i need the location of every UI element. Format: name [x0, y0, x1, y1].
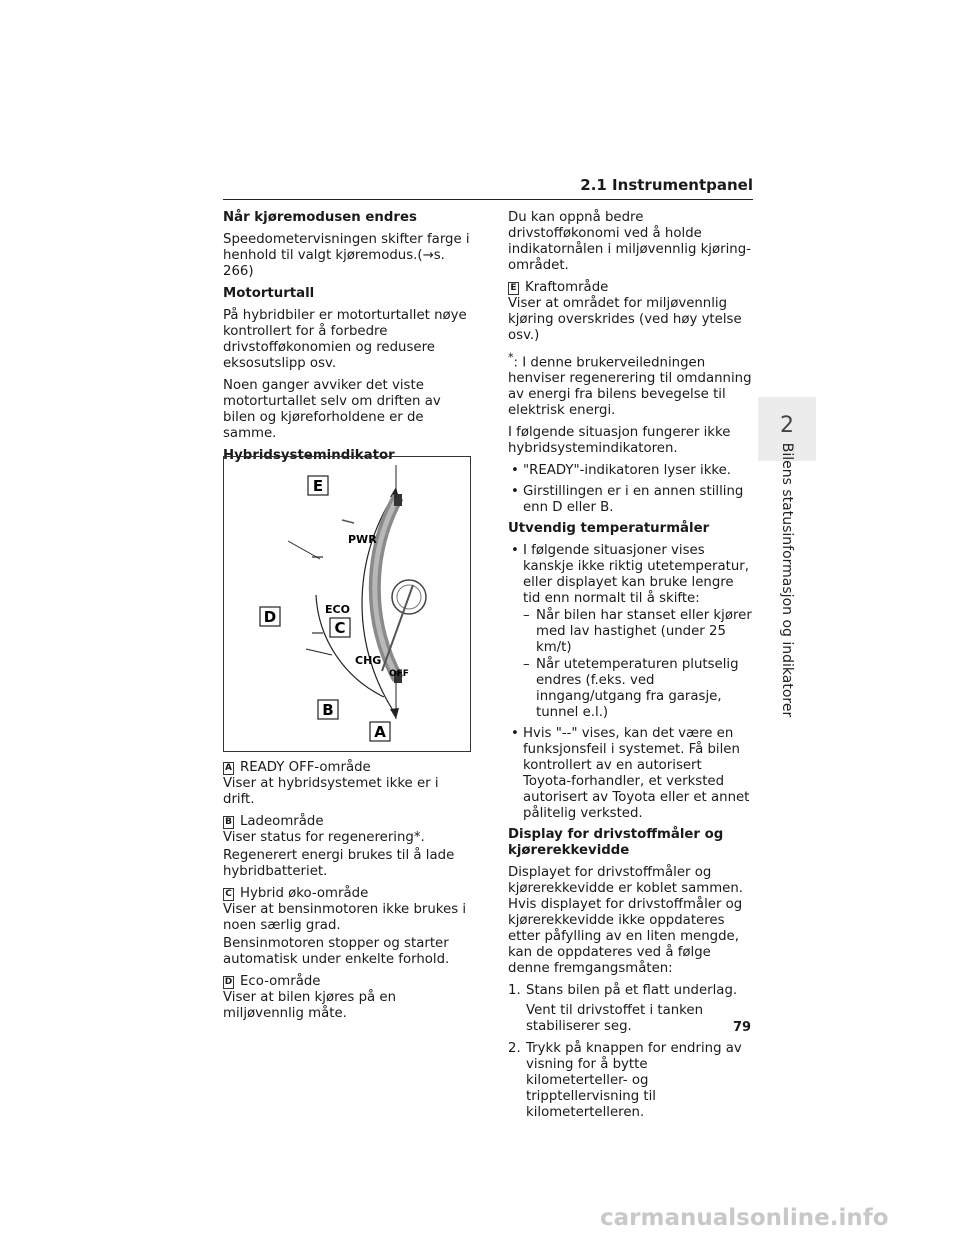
item-d-continued: Du kan oppnå bedre drivstofføkonomi ved å holde indikatornålen i miljøvennlig kjøring-området. [508, 210, 751, 273]
step-1-cont: Vent til drivstoffet i tanken stabiliserer seg. [526, 1003, 704, 1035]
hybrid-gauge-diagram [224, 457, 470, 751]
header-rule [223, 199, 753, 200]
item-c: C Hybrid øko-område [223, 886, 470, 902]
temp-sub-1: – Når bilen har stanset eller kjører med lav hastighet (under 25 km/t) [508, 608, 753, 656]
gauge-end-cap [394, 494, 402, 506]
hybrid-indicator-figure [223, 456, 471, 752]
left-column-lower [223, 760, 470, 1028]
rpm-text-2: Noen ganger avviker det viste motorturtallet selv om driften av bilen og kjøreforholdene er de samme. [223, 378, 441, 441]
drive-mode-heading: Når kjøremodusen endres [223, 210, 417, 225]
pwr-label: PWR [348, 533, 377, 546]
page-header [223, 176, 753, 200]
chapter-title: Bilens statusinformasjon og indikatorer [779, 442, 795, 718]
boundary-line [288, 541, 320, 559]
section-title: 2.1 Instrumentpanel [580, 176, 753, 194]
drive-mode-text: Speedometervisningen skifter farge i henhold til valgt kjøremodus.(→s. 266) [223, 232, 470, 279]
off-label: OFF [389, 669, 409, 679]
rpm-heading: Motorturtall [223, 286, 315, 301]
callout-e [308, 476, 328, 495]
step-2: 2. Trykk på knappen for endring av visning for å bytte kilometerteller- og tripptellervisning til kilometertelleren. [508, 1041, 742, 1121]
item-b-desc: Viser status for regenerering*. [223, 830, 425, 845]
hybrid-indicator-heading: Hybridsystemindikator [223, 448, 395, 463]
item-c-desc: Viser at bensinmotoren ikke brukes i noen særlig grad. [223, 902, 467, 933]
page-number: 79 [733, 1020, 752, 1035]
temp-heading: Utvendig temperaturmåler [508, 521, 710, 537]
left-column [223, 210, 470, 470]
temp-bullet-1: • I følgende situasjoner vises kanskje ikke riktig utetemperatur, eller displayet kan bruke lengre tid enn normalt til å skifte: [508, 543, 753, 607]
svg-text:D: D [263, 608, 277, 626]
temp-bullet-2: • Hvis "--" vises, kan det være en funksjonsfeil i systemet. Få bilen kontrollert av en autorisert Toyota-forhandler, et verksted autorisert av Toyota eller et annet pålitelig verksted. [508, 726, 753, 822]
item-b-desc2: Regenerert energi brukes til å lade hybridbatteriet. [223, 848, 455, 879]
svg-text:B: B [322, 701, 334, 719]
callout-c [330, 618, 350, 637]
item-a-desc: Viser at hybridsystemet ikke er i drift. [223, 776, 439, 807]
arrow-head [390, 708, 399, 719]
item-b: B Ladeområde [223, 814, 470, 830]
indicator-inactive-intro: I følgende situasjon fungerer ikke hybridsystemindikatoren. [508, 425, 731, 457]
fuel-text: Displayet for drivstoffmåler og kjørerekkevidde er koblet sammen. Hvis displayet for drivstoffmåler og kjørerekkevidde ikke oppdateres etter påfylling av en liten mengde, kan de oppdateres ved å følge denne fremgangsmåten: [508, 865, 744, 977]
svg-text:A: A [374, 723, 386, 741]
temp-sub-2: – Når utetemperaturen plutselig endres (f.eks. ved inngang/utgang fra garasje, tunnel e.l.) [508, 657, 753, 721]
eco-label: ECO [325, 603, 350, 616]
callout-d [260, 607, 280, 626]
svg-text:E: E [312, 477, 324, 495]
inactive-bullet-2: • Girstillingen er i en annen stilling enn D eller B. [508, 484, 753, 516]
svg-text:C: C [334, 619, 346, 637]
item-e: E Kraftområde [508, 280, 753, 296]
item-d: D Eco-område [224, 974, 321, 989]
callout-b [318, 700, 338, 719]
chapter-number: 2 [780, 413, 794, 438]
footnote: *: I denne brukerveiledningen henviser regenerering til omdanning av energi fra bilens bevegelse til elektrisk energi. [508, 351, 752, 419]
fuel-heading: Display for drivstoffmåler og kjørerekkevidde [508, 827, 724, 859]
right-column [508, 210, 753, 1125]
item-a: A READY OFF-område [223, 760, 470, 776]
callout-a [370, 722, 390, 741]
watermark: carmanualsonline.info [600, 1205, 889, 1231]
chg-label: CHG [355, 654, 382, 667]
inactive-bullet-1: • "READY"-indikatoren lyser ikke. [508, 463, 753, 479]
rpm-text-1: På hybridbiler er motorturtallet nøye kontrollert for å forbedre drivstofføkonomien og redusere eksosutslipp osv. [223, 308, 467, 371]
step-1: 1. Stans bilen på et flatt underlag. [508, 983, 738, 999]
item-d-desc: Viser at bilen kjøres på en miljøvennlig måte. [223, 990, 397, 1021]
item-c-desc2: Bensinmotoren stopper og starter automatisk under enkelte forhold. [223, 936, 450, 967]
boundary-line [306, 649, 332, 655]
band-tick [342, 520, 354, 523]
item-e-desc: Viser at området for miljøvennlig kjøring overskrides (ved høy ytelse osv.) [508, 296, 742, 343]
